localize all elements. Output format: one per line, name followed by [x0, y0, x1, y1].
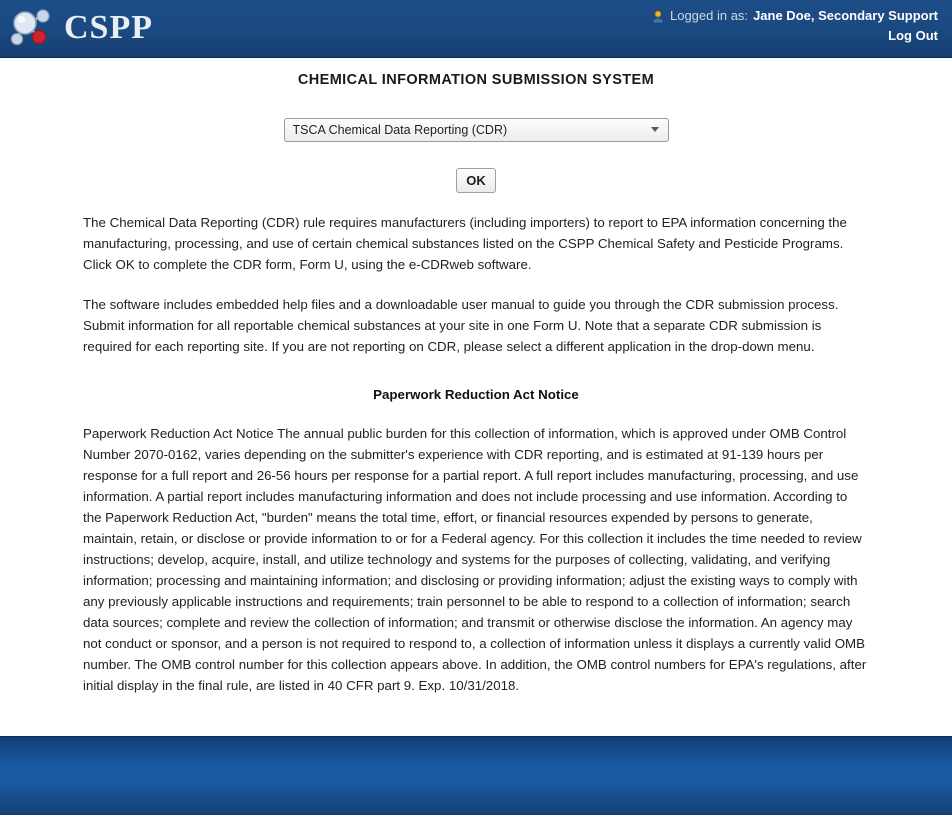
cspp-logo-text: CSPP — [64, 9, 153, 46]
paperwork-notice-body: Paperwork Reduction Act Notice The annual public burden for this collection of information, which is approved under OMB Control Number 2070-0162, varies depending on the submitter's experience with CDR reporting, and is estimated at 91-139 hours per response for a full report and 26-56 hours per response for a partial report. A full report includes manufacturing, processing, and use information. A partial report includes manufacturing information and does not include processing and use information. According to the Paperwork Reduction Act, "burden" means the total time, effort, or financial resources expended by persons to generate, maintain, retain, or disclose or provide information to or for a Federal agency. For this collection it includes the time needed to review instructions; develop, acquire, install, and utilize technology and systems for the purposes of collecting, validating, and verifying information; processing and maintaining information; and disclosing or providing information; adjust the existing ways to comply with any previously applicable instructions and requirements; train personnel to be able to respond to a collection of information; search data sources; complete and review the collection of information; and transmit or otherwise disclose the information. An agency may not conduct or sponsor, and a person is not required to respond to, a collection of information unless it displays a currently valid OMB number. The OMB control number for this collection appears above. In addition, the OMB control numbers for EPA's regulations, after initial display in the final rule, are listed in 40 CFR part 9. Exp. 10/31/2018. — [83, 426, 867, 693]
page-footer — [0, 736, 952, 815]
intro-paragraph-1: The Chemical Data Reporting (CDR) rule requires manufacturers (including importers) to report to EPA information concerning the manufacturing, processing, and use of certain chemical substances listed on the CSPP Chemical Safety and Pesticide Programs. Click OK to complete the CDR form, Form U, using the e-CDRweb software. — [83, 215, 847, 272]
paperwork-notice-heading: Paperwork Reduction Act Notice — [373, 387, 579, 402]
ok-button[interactable]: OK — [456, 168, 496, 193]
login-status — [651, 8, 938, 43]
intro-paragraph-2: The software includes embedded help files and a downloadable user manual to guide you through the CDR submission process. Submit information for all reportable chemical substances at your site in one Form U. Note that a separate CDR submission is required for each reporting site. If you are not reporting on CDR, please select a different application in the drop-down menu. — [83, 297, 839, 354]
paperwork-notice-block — [83, 423, 869, 696]
page-title: CHEMICAL INFORMATION SUBMISSION SYSTEM — [297, 72, 655, 88]
application-select-wrapper — [284, 118, 669, 142]
logged-in-label: Logged in as: — [669, 8, 749, 23]
application-select-row — [0, 118, 952, 142]
page-header — [0, 0, 952, 58]
main-content — [0, 58, 952, 737]
logout-link[interactable]: Log Out — [888, 28, 938, 43]
ok-button-row — [0, 168, 952, 193]
logged-in-user: Jane Doe, Secondary Support — [753, 8, 938, 23]
molecule-icon — [8, 3, 60, 53]
user-icon — [651, 10, 665, 24]
cspp-logo[interactable] — [8, 3, 153, 53]
intro-text-block — [83, 212, 869, 357]
application-select[interactable] — [284, 118, 669, 142]
